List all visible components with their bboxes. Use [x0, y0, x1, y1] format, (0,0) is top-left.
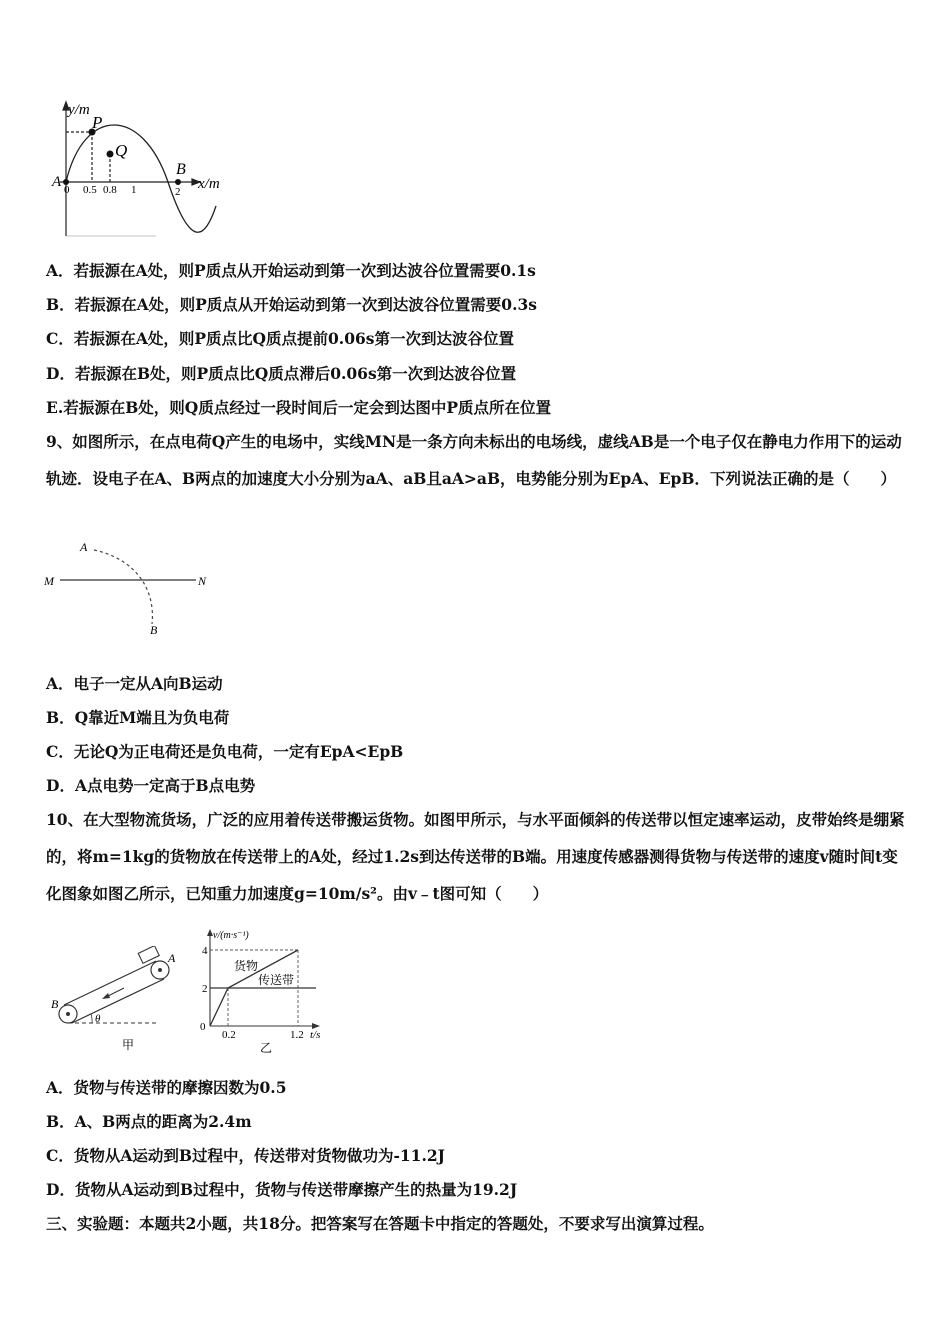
vt-y-label: v/(m·s⁻¹)	[213, 930, 249, 941]
tick-2: 2	[175, 186, 181, 198]
cargo-box	[138, 946, 159, 963]
q10-option-a: A．货物与传送带的摩擦因数为0.5	[46, 1078, 287, 1097]
label-b: B	[150, 623, 158, 637]
q10-option-b: B．A、B两点的距离为2.4m	[46, 1112, 252, 1131]
q10-option-d: D．货物从A运动到B过程中，货物与传送带摩擦产生的热量为19.2J	[46, 1180, 518, 1199]
point-q-dot	[107, 151, 114, 158]
q9-option-d: D．A点电势一定高于B点电势	[46, 776, 256, 795]
conveyor-label-b: B	[51, 997, 59, 1011]
tick-0: 0	[64, 184, 70, 196]
goods-label: 货物	[234, 959, 259, 973]
q8-option-b: B．若振源在A处，则P质点从开始运动到第一次到达波谷位置需要0.3s	[46, 295, 537, 314]
q8-option-c: C．若振源在A处，则P质点比Q质点提前0.06s第一次到达波谷位置	[46, 329, 514, 348]
vt-x-tick-1-2: 1.2	[290, 1029, 304, 1041]
label-m: M	[44, 574, 54, 588]
conveyor-figure	[44, 946, 194, 1056]
vt-x-tick-0-2: 0.2	[222, 1029, 236, 1041]
label-n: N	[198, 574, 207, 588]
point-q-label: Q	[115, 141, 128, 160]
tick-0-5: 0.5	[83, 184, 97, 196]
q8-option-e: E.若振源在B处，则Q质点经过一段时间后一定会到达图中P质点所在位置	[46, 398, 551, 417]
q9-stem: 9、如图所示，在点电荷Q产生的电场中，实线MN是一条方向未标出的电场线，虚线AB是一个电子仅在静电力作用下的运动轨迹．设电子在A、B两点的加速度大小分别为aA、aB且aA>aB，电势能分别为EpA、EpB．下列说法正确的是（ ）	[46, 432, 902, 488]
wave-y-label: y/m	[68, 102, 90, 118]
q8-option-a: A．若振源在A处，则P质点从开始运动到第一次到达波谷位置需要0.1s	[46, 261, 536, 280]
point-b-dot	[175, 179, 181, 185]
theta-label: θ	[95, 1013, 101, 1025]
vt-y-tick-2: 2	[202, 983, 208, 995]
q9-option-c: C．无论Q为正电荷还是负电荷，一定有EpA<EpB	[46, 742, 404, 761]
section-3-heading: 三、实验题：本题共2小题，共18分。把答案写在答题卡中指定的答题处，不要求写出演算过程。	[46, 1214, 714, 1233]
conveyor-label-a: A	[168, 951, 176, 965]
vt-graph	[196, 924, 346, 1056]
q9-option-a: A．电子一定从A向B运动	[46, 674, 223, 693]
caption-jia: 甲	[122, 1038, 135, 1052]
wave-curve	[66, 125, 216, 232]
field-line-figure	[40, 538, 230, 638]
label-a: A	[80, 540, 88, 554]
tick-1: 1	[131, 184, 137, 196]
tick-0-8: 0.8	[103, 184, 117, 196]
belt-bottom	[72, 979, 164, 1023]
vt-y-tick-0: 0	[200, 1021, 206, 1033]
point-a-label: A	[52, 174, 62, 190]
belt-top	[64, 961, 156, 1005]
point-p-label: P	[92, 113, 103, 132]
q10-option-c: C．货物从A运动到B过程中，传送带对货物做功为-11.2J	[46, 1146, 445, 1165]
trajectory-ab	[94, 550, 152, 624]
q10-stem: 10、在大型物流货场，广泛的应用着传送带搬运货物。如图甲所示，与水平面倾斜的传送带以恒定速率运动，皮带始终是绷紧的，将m=1kg的货物放在传送带上的A处，经过1.2s到达传送带的B端。用速度传感器测得货物与传送带的速度v随时间t变化图象如图乙所示，已知重力加速度g=10m/s²。由v﹣t图可知（ ）	[46, 810, 905, 903]
q8-option-d: D．若振源在B处，则P质点比Q质点滞后0.06s第一次到达波谷位置	[46, 364, 517, 383]
wave-figure	[46, 96, 246, 241]
q9-option-b: B．Q靠近M端且为负电荷	[46, 708, 230, 727]
vt-y-tick-4: 4	[202, 945, 208, 957]
point-b-label: B	[176, 161, 186, 178]
belt-label: 传送带	[258, 973, 295, 987]
caption-yi: 乙	[260, 1041, 273, 1055]
wave-x-label: x/m	[198, 176, 220, 192]
vt-x-label: t/s	[310, 1029, 321, 1041]
